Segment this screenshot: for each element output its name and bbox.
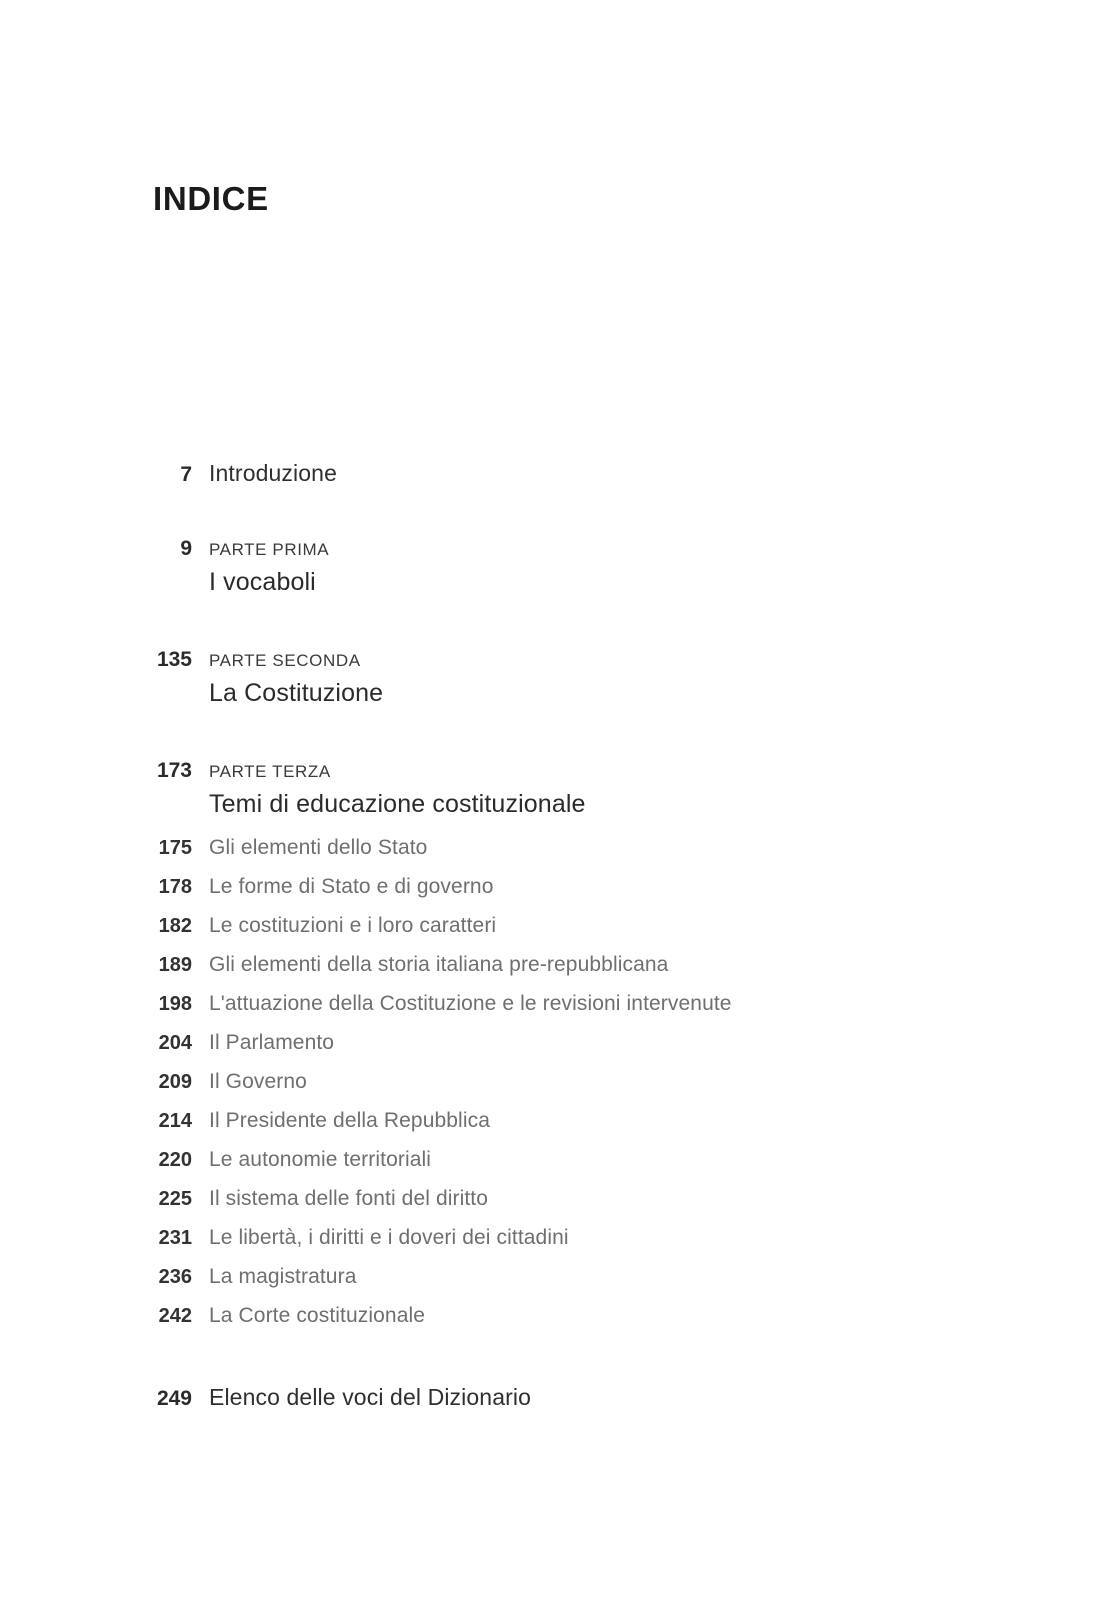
toc-subentry-236[interactable] bbox=[0, 1265, 356, 1289]
toc-subentry-182[interactable] bbox=[0, 914, 496, 938]
toc-subentry-page-number: 175 bbox=[158, 837, 192, 859]
toc-entry-introduzione[interactable] bbox=[0, 460, 337, 487]
toc-entry-page-number: 7 bbox=[180, 463, 192, 486]
toc-entry-label: Elenco delle voci del Dizionario bbox=[209, 1384, 532, 1410]
toc-part-title: I vocaboli bbox=[209, 568, 316, 596]
toc-subentry-label: La magistratura bbox=[209, 1265, 357, 1288]
toc-subentry-209[interactable] bbox=[0, 1070, 307, 1094]
toc-subentry-175[interactable] bbox=[0, 836, 427, 860]
toc-subentry-page-number: 220 bbox=[158, 1149, 192, 1171]
toc-subentry-page-number: 231 bbox=[158, 1227, 192, 1249]
toc-subentry-page-number: 214 bbox=[158, 1110, 192, 1132]
toc-subentry-label: Le forme di Stato e di governo bbox=[209, 875, 494, 898]
toc-entry-label: Introduzione bbox=[209, 460, 337, 486]
toc-subentry-label: Le autonomie territoriali bbox=[209, 1148, 432, 1171]
toc-subentry-label: L'attuazione della Costituzione e le revisioni intervenute bbox=[209, 992, 732, 1015]
toc-part-kicker: PARTE TERZA bbox=[209, 762, 331, 781]
toc-subentry-225[interactable] bbox=[0, 1187, 488, 1211]
toc-subentry-page-number: 178 bbox=[158, 876, 192, 898]
toc-subentry-page-number: 209 bbox=[158, 1071, 192, 1093]
toc-part-text-block bbox=[209, 652, 383, 706]
toc-subentry-page-number: 236 bbox=[158, 1266, 192, 1288]
toc-subentry-label: Il Presidente della Repubblica bbox=[209, 1109, 490, 1132]
toc-subentry-label: Le libertà, i diritti e i doveri dei cittadini bbox=[209, 1226, 569, 1249]
toc-subentry-label: Il sistema delle fonti del diritto bbox=[209, 1187, 489, 1210]
toc-subentry-label: Gli elementi dello Stato bbox=[209, 836, 428, 859]
toc-entry-elenco-voci[interactable] bbox=[0, 1384, 531, 1411]
toc-subentry-label: Il Parlamento bbox=[209, 1031, 335, 1054]
toc-part-page-number: 135 bbox=[156, 648, 192, 671]
toc-subentry-178[interactable] bbox=[0, 875, 494, 899]
toc-part-title: Temi di educazione costituzionale bbox=[209, 790, 586, 818]
toc-subentry-page-number: 198 bbox=[158, 993, 192, 1015]
toc-subentry-189[interactable] bbox=[0, 953, 668, 977]
toc-part-page-number: 173 bbox=[156, 759, 192, 782]
toc-subentry-page-number: 242 bbox=[158, 1305, 192, 1327]
toc-subentry-page-number: 225 bbox=[158, 1188, 192, 1210]
toc-part-parte-seconda[interactable] bbox=[0, 648, 383, 706]
toc-subentry-204[interactable] bbox=[0, 1031, 334, 1055]
toc-subentry-page-number: 189 bbox=[158, 954, 192, 976]
toc-part-title: La Costituzione bbox=[209, 679, 384, 707]
toc-part-page-number: 9 bbox=[180, 537, 192, 560]
toc-part-kicker: PARTE SECONDA bbox=[209, 651, 361, 670]
toc-subentry-242[interactable] bbox=[0, 1304, 425, 1328]
toc-subentry-label: La Corte costituzionale bbox=[209, 1304, 426, 1327]
toc-subentry-214[interactable] bbox=[0, 1109, 490, 1133]
page-title: INDICE bbox=[153, 180, 269, 217]
toc-part-text-block bbox=[209, 763, 586, 817]
toc-part-text-block bbox=[209, 541, 329, 595]
toc-subentry-page-number: 182 bbox=[158, 915, 192, 937]
toc-part-parte-prima[interactable] bbox=[0, 537, 329, 595]
toc-subentry-198[interactable] bbox=[0, 992, 732, 1016]
toc-part-parte-terza[interactable] bbox=[0, 759, 586, 817]
toc-subentry-label: Le costituzioni e i loro caratteri bbox=[209, 914, 497, 937]
toc-subentry-page-number: 204 bbox=[158, 1032, 192, 1054]
toc-entry-page-number: 249 bbox=[156, 1387, 192, 1410]
toc-subentry-label: Gli elementi della storia italiana pre-repubblicana bbox=[209, 953, 669, 976]
toc-subentry-220[interactable] bbox=[0, 1148, 431, 1172]
toc-subentry-label: Il Governo bbox=[209, 1070, 307, 1093]
toc-part-kicker: PARTE PRIMA bbox=[209, 540, 330, 559]
toc-subentry-231[interactable] bbox=[0, 1226, 569, 1250]
